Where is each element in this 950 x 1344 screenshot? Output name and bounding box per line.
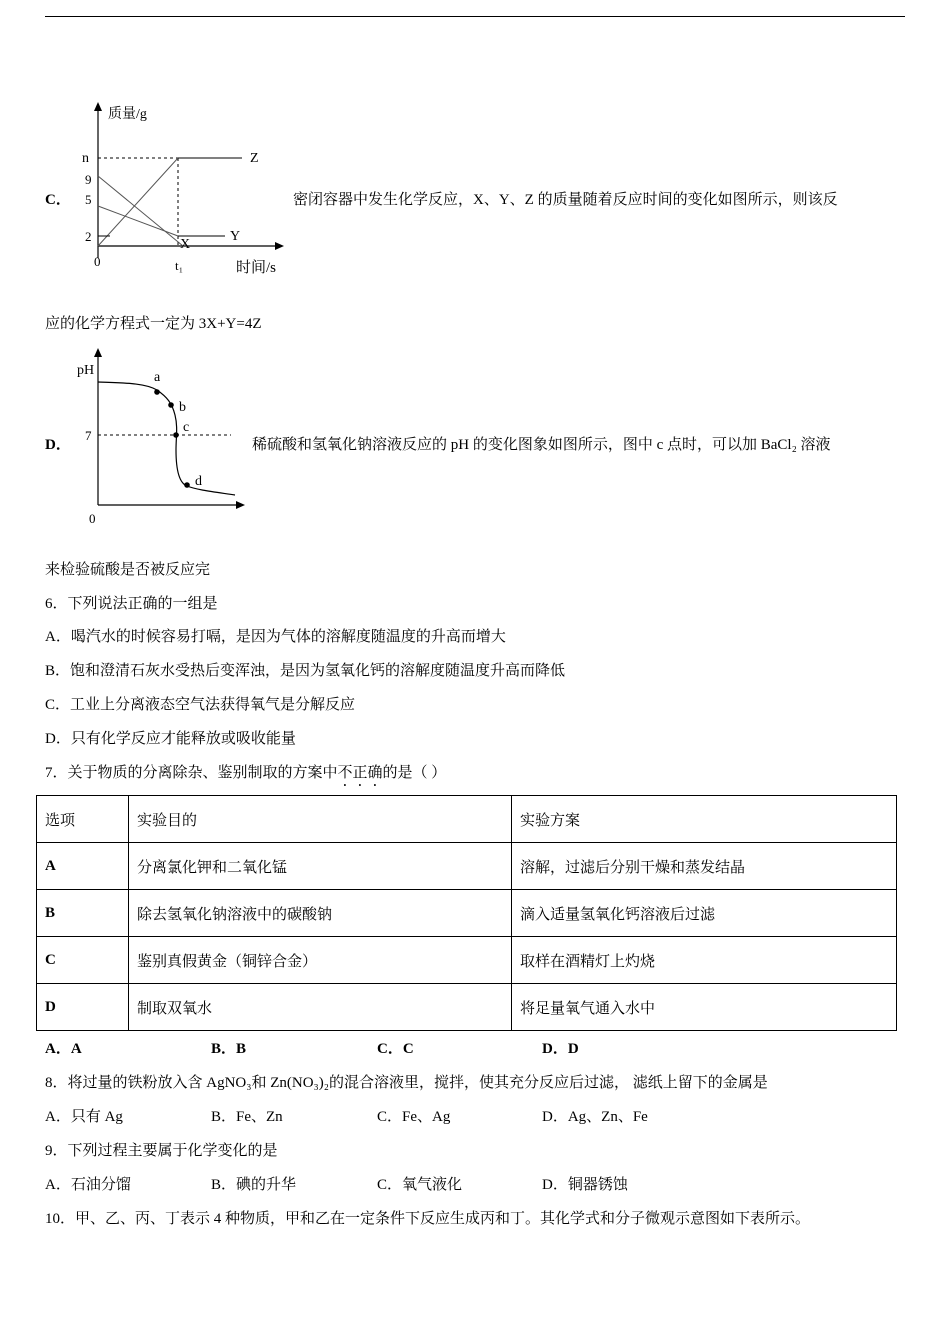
table-row — [37, 890, 897, 937]
table-cell: A — [37, 843, 129, 890]
table-cell: 滴入适量氢氧化钙溶液后过滤 — [512, 890, 897, 937]
z-label: Z — [250, 151, 259, 166]
table-row — [37, 984, 897, 1031]
q8-option-c: C．Fe、Ag — [377, 1109, 451, 1125]
q5-optD-label: D． — [45, 437, 71, 453]
q8-option-a: A．只有 Ag — [45, 1109, 123, 1125]
q8-option-d: D．Ag、Zn、Fe — [542, 1109, 648, 1125]
x-axis-arrow — [275, 242, 284, 250]
table-cell: 溶解，过滤后分别干燥和蒸发结晶 — [512, 843, 897, 890]
table-cell: 制取双氧水 — [129, 984, 512, 1031]
q9-option-b: B．碘的升华 — [211, 1177, 297, 1193]
table-cell: 分离氯化钾和二氧化锰 — [129, 843, 512, 890]
q5-optC-text-2: 应的化学方程式一定为 3X+Y=4Z — [45, 316, 262, 332]
table-cell: 鉴别真假黄金（铜锌合金） — [129, 937, 512, 984]
q7-stem-post: 的是（ ） — [382, 765, 447, 781]
q6-option-b: B．饱和澄清石灰水受热后变浑浊，是因为氢氧化钙的溶解度随温度升高而降低 — [45, 663, 566, 679]
tick-5: 5 — [85, 192, 92, 207]
label-d: d — [195, 474, 202, 489]
header-rule — [45, 16, 905, 17]
y-series-label: Y — [230, 229, 241, 244]
q7-stem-pre: 7．关于物质的分离除杂、鉴别制取的方案中 — [45, 765, 338, 781]
point-c — [173, 432, 179, 438]
table-cell: D — [37, 984, 129, 1031]
table-cell: B — [37, 890, 129, 937]
t1-label: t₁ — [175, 258, 184, 273]
ph-x-arrow — [236, 501, 245, 509]
label-c: c — [183, 420, 190, 435]
q7-option-c: C．C — [377, 1041, 414, 1057]
tick-9: 9 — [85, 172, 92, 187]
q6-option-c: C．工业上分离液态空气法获得氧气是分解反应 — [45, 697, 356, 713]
tick-2-label: 2 — [85, 229, 92, 244]
table-row — [37, 843, 897, 890]
q9-option-a: A．石油分馏 — [45, 1177, 131, 1193]
q9-option-d: D．铜器锈蚀 — [542, 1177, 628, 1193]
q6-stem: 6．下列说法正确的一组是 — [45, 596, 218, 612]
q5-optC-text-1: 密闭容器中发生化学反应，X、Y、Z 的质量随着反应时间的变化如图所示，则该反 — [293, 192, 838, 208]
ph-tick-7: 7 — [85, 428, 92, 443]
q6-option-a: A．喝汽水的时候容易打嗝，是因为气体的溶解度随温度的升高而增大 — [45, 629, 506, 645]
mass-time-graph — [80, 98, 290, 280]
table-header-row — [37, 796, 897, 843]
q7-option-d: D．D — [542, 1041, 579, 1057]
q9-stem: 9．下列过程主要属于化学变化的是 — [45, 1143, 278, 1159]
q9-option-c: C．氧气液化 — [377, 1177, 463, 1193]
x-series-label: X — [180, 237, 191, 252]
q7-stem — [45, 763, 446, 790]
table-cell: C — [37, 937, 129, 984]
q5-optC-label: C． — [45, 192, 71, 208]
q6-option-d: D．只有化学反应才能释放或吸收能量 — [45, 731, 296, 747]
z-line — [98, 158, 178, 246]
header-cell: 实验目的 — [129, 796, 512, 843]
origin-label: 0 — [94, 254, 101, 269]
label-b: b — [179, 400, 186, 415]
x-axis-label: 时间/s — [236, 260, 277, 276]
table-cell: 除去氢氧化钠溶液中的碳酸钠 — [129, 890, 512, 937]
table-cell: 将足量氧气通入水中 — [512, 984, 897, 1031]
table-cell: 取样在酒精灯上灼烧 — [512, 937, 897, 984]
y-axis-arrow — [94, 102, 102, 111]
label-a: a — [154, 370, 161, 385]
q10-stem: 10．甲、乙、丙、丁表示 4 种物质，甲和乙在一定条件下反应生成丙和丁。其化学式和分子微观示意图如下表所示。 — [45, 1211, 811, 1227]
q7-stem-emphasis: 不正确 — [337, 765, 383, 781]
q8-stem: 8．将过量的铁粉放入含 AgNO₃和 Zn(NO₃)₂的混合溶液里，搅拌，使其充分反应后过滤， 滤纸上留下的金属是 — [45, 1075, 768, 1091]
q7-option-b: B．B — [211, 1041, 247, 1057]
point-d — [184, 482, 190, 488]
y-axis-label: 质量/g — [108, 107, 147, 122]
q7-table — [36, 795, 897, 1031]
table-row — [37, 937, 897, 984]
q7-option-a: A．A — [45, 1041, 82, 1057]
point-a — [154, 389, 160, 395]
q8-option-b: B．Fe、Zn — [211, 1109, 283, 1125]
ph-axis-label: pH — [77, 363, 95, 378]
point-b — [168, 402, 174, 408]
tick-n: n — [82, 151, 89, 166]
header-cell: 选项 — [37, 796, 129, 843]
ph-origin: 0 — [89, 511, 96, 526]
q5-optD-text-1: 稀硫酸和氢氧化钠溶液反应的 pH 的变化图象如图所示，图中 c 点时，可以加 BaCl₂ 溶液 — [252, 437, 831, 453]
header-cell: 实验方案 — [512, 796, 897, 843]
ph-curve — [98, 382, 235, 495]
ph-graph — [75, 345, 255, 530]
ph-y-arrow — [94, 348, 102, 357]
q5-optD-text-2: 来检验硫酸是否被反应完 — [45, 562, 211, 578]
